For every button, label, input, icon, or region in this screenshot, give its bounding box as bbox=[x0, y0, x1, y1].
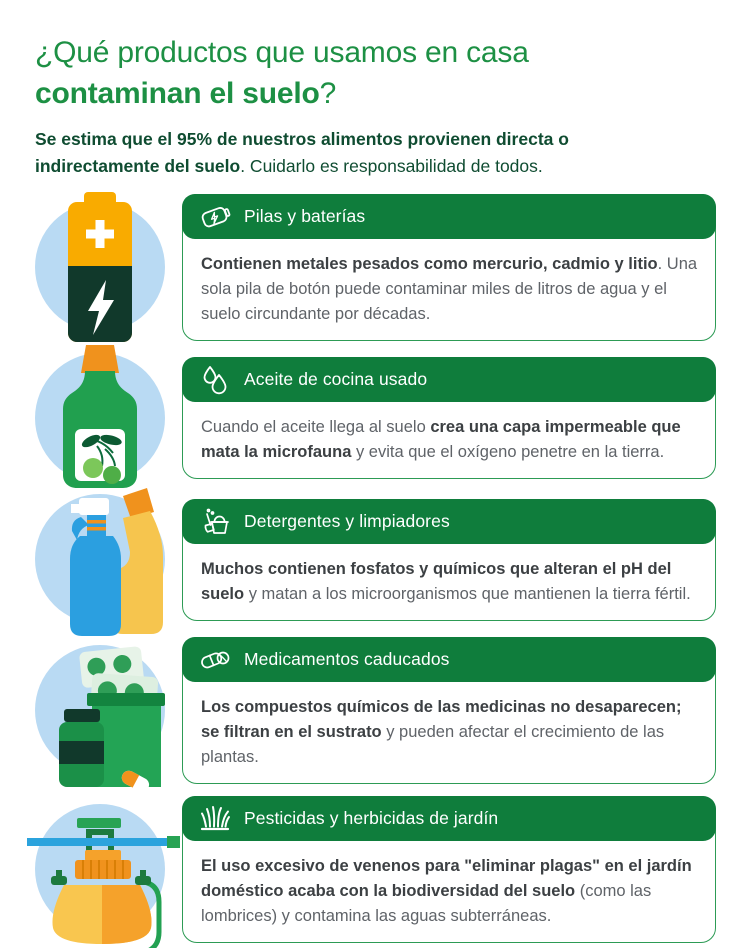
pills-icon bbox=[199, 644, 231, 676]
section-detergentes bbox=[35, 495, 716, 625]
title-question-mark: ? bbox=[319, 77, 337, 110]
battery-icon bbox=[35, 192, 165, 344]
card-header-medicamentos bbox=[182, 637, 716, 682]
grass-icon bbox=[199, 803, 231, 835]
battery-bolt-icon bbox=[199, 201, 231, 233]
body-post: y pueden afectar el crecimiento de las plantas. bbox=[201, 723, 665, 766]
card-pilas bbox=[182, 194, 716, 341]
oil-drops-icon bbox=[199, 364, 231, 396]
section-pesticidas bbox=[35, 796, 716, 943]
body-bold: Muchos contienen fosfatos y químicos que alteran el pH del suelo bbox=[201, 560, 672, 603]
card-header-detergentes bbox=[182, 499, 716, 544]
card-title: Detergentes y limpiadores bbox=[244, 511, 450, 531]
spray-and-detergent-bottles-illustration bbox=[35, 495, 165, 625]
body-bold: Contienen metales pesados como mercurio, cadmio y litio bbox=[201, 255, 658, 273]
page-title bbox=[35, 32, 716, 114]
body-bold: crea una capa impermeable que mata la microfauna bbox=[201, 418, 681, 461]
card-title: Medicamentos caducados bbox=[244, 649, 450, 669]
card-title: Aceite de cocina usado bbox=[244, 369, 428, 389]
oil-bottle-icon bbox=[35, 343, 165, 493]
card-title: Pilas y baterías bbox=[244, 206, 366, 226]
sections-list bbox=[35, 194, 716, 943]
body-pre: Cuando el aceite llega al suelo bbox=[201, 418, 431, 436]
body-post: y matan a los microorganismos que mantienen la tierra fértil. bbox=[244, 585, 691, 603]
body-bold: El uso excesivo de venenos para "eliminar plagas" en el jardín doméstico acaba con la biodiversidad del suelo bbox=[201, 857, 692, 900]
body-post: y evita que el oxígeno penetre en la tierra. bbox=[351, 443, 665, 461]
card-title: Pesticidas y herbicidas de jardín bbox=[244, 808, 499, 828]
card-pesticidas bbox=[182, 796, 716, 943]
battery-illustration bbox=[35, 203, 165, 333]
body-bold: Los compuestos químicos de las medicinas no desaparecen; se filtran en el sustrato bbox=[201, 698, 682, 741]
body-post: (como las lombrices) y contamina las aguas subterráneas. bbox=[201, 882, 652, 925]
cleaning-bucket-icon bbox=[199, 506, 231, 538]
sprayer-icon bbox=[35, 794, 165, 946]
intro-rest: . Cuidarlo es responsabilidad de todos. bbox=[240, 156, 543, 176]
section-aceite bbox=[35, 353, 716, 483]
card-aceite bbox=[182, 357, 716, 479]
intro-bold: Se estima que el 95% de nuestros alimentos provienen directa o indirectamente del suelo bbox=[35, 129, 569, 176]
section-medicamentos bbox=[35, 637, 716, 784]
garden-sprayer-illustration bbox=[35, 805, 165, 935]
intro-text bbox=[35, 126, 675, 180]
card-header-pilas bbox=[182, 194, 716, 239]
card-header-aceite bbox=[182, 357, 716, 402]
card-header-pesticidas bbox=[182, 796, 716, 841]
cleaning-bottles-icon bbox=[35, 484, 165, 636]
medicines-icon bbox=[35, 635, 165, 787]
title-line1: ¿Qué productos que usamos en casa bbox=[35, 36, 529, 69]
olive-oil-bottle-illustration bbox=[35, 353, 165, 483]
body-post: . Una sola pila de botón puede contaminar miles de litros de agua y el suelo circundante por décadas. bbox=[201, 255, 698, 323]
section-pilas bbox=[35, 194, 716, 341]
card-detergentes bbox=[182, 499, 716, 621]
expired-medicines-illustration bbox=[35, 646, 165, 776]
card-medicamentos bbox=[182, 637, 716, 784]
title-line2-bold: contaminan el suelo bbox=[35, 77, 320, 110]
